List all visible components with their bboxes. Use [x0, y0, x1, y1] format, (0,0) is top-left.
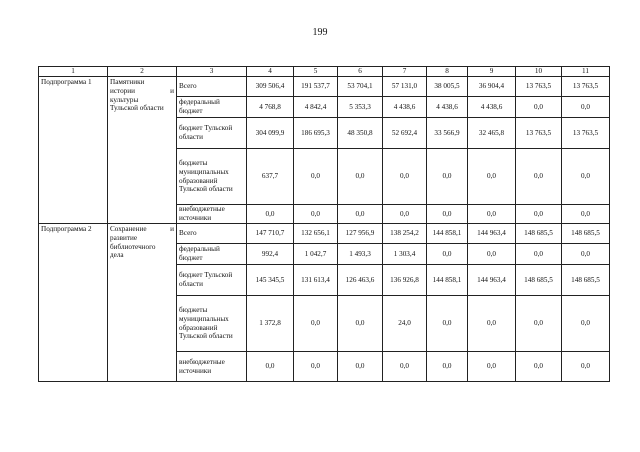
- amount-cell: 0,0: [294, 296, 338, 352]
- amount-cell: 0,0: [468, 352, 516, 382]
- amount-cell: 0,0: [516, 205, 562, 224]
- amount-cell: 0,0: [516, 149, 562, 205]
- subprogram-name-word: Сохранение: [110, 225, 147, 233]
- amount-cell: 0,0: [427, 149, 468, 205]
- amount-cell: 33 566,9: [427, 118, 468, 149]
- amount-cell: 144 963,4: [468, 224, 516, 244]
- amount-cell: 1 372,8: [247, 296, 294, 352]
- subprogram-name-word: истории: [110, 86, 135, 95]
- amount-cell: 0,0: [294, 352, 338, 382]
- column-header: 3: [177, 67, 247, 77]
- funding-source: внебюджетные источники: [177, 352, 247, 382]
- column-header: 11: [562, 67, 610, 77]
- column-header: 10: [516, 67, 562, 77]
- amount-cell: 0,0: [247, 205, 294, 224]
- amount-cell: 0,0: [468, 244, 516, 265]
- amount-cell: 38 005,5: [427, 77, 468, 97]
- amount-cell: 0,0: [338, 352, 383, 382]
- amount-cell: 304 099,9: [247, 118, 294, 149]
- funding-source: Всего: [177, 77, 247, 97]
- subprogram-name: [108, 77, 177, 224]
- column-header: 5: [294, 67, 338, 77]
- amount-cell: 53 704,1: [338, 77, 383, 97]
- funding-source: бюджеты муниципальных образований Тульской области: [177, 296, 247, 352]
- amount-cell: 5 353,3: [338, 97, 383, 118]
- amount-cell: 138 254,2: [383, 224, 427, 244]
- amount-cell: 0,0: [562, 97, 610, 118]
- amount-cell: 32 465,8: [468, 118, 516, 149]
- subprogram-name-line: библиотечного: [110, 242, 156, 251]
- budget-table: [38, 66, 610, 382]
- amount-cell: 144 858,1: [427, 265, 468, 296]
- column-header: 1: [39, 67, 108, 77]
- amount-cell: 4 438,6: [427, 97, 468, 118]
- amount-cell: 147 710,7: [247, 224, 294, 244]
- amount-cell: 0,0: [516, 352, 562, 382]
- subprogram-name-and: и: [170, 86, 174, 95]
- amount-cell: 13 763,5: [562, 118, 610, 149]
- amount-cell: 13 763,5: [516, 77, 562, 97]
- column-header: 7: [383, 67, 427, 77]
- amount-cell: 144 963,4: [468, 265, 516, 296]
- subprogram-name-line: Тульской области: [110, 104, 164, 113]
- amount-cell: 131 613,4: [294, 265, 338, 296]
- column-header: 6: [338, 67, 383, 77]
- amount-cell: 126 463,6: [338, 265, 383, 296]
- subprogram-name-line: Памятники: [110, 78, 145, 86]
- amount-cell: 0,0: [427, 296, 468, 352]
- amount-cell: 0,0: [338, 296, 383, 352]
- amount-cell: 0,0: [516, 97, 562, 118]
- amount-cell: 0,0: [516, 244, 562, 265]
- amount-cell: 0,0: [562, 205, 610, 224]
- table-body: [39, 67, 610, 382]
- amount-cell: 0,0: [427, 205, 468, 224]
- page-number: 199: [312, 27, 328, 38]
- column-number-row: [39, 67, 610, 77]
- amount-cell: 13 763,5: [562, 77, 610, 97]
- amount-cell: 148 685,5: [516, 265, 562, 296]
- funding-source: федеральный бюджет: [177, 97, 247, 118]
- amount-cell: 0,0: [294, 149, 338, 205]
- subprogram-name-text: [110, 225, 174, 260]
- funding-source: федеральный бюджет: [177, 244, 247, 265]
- amount-cell: 992,4: [247, 244, 294, 265]
- subprogram-label: Подпрограмма 1: [39, 77, 108, 224]
- subprogram-name-line: развитие: [110, 233, 138, 242]
- amount-cell: 1 303,4: [383, 244, 427, 265]
- subprogram-label: Подпрограмма 2: [39, 224, 108, 382]
- amount-cell: 0,0: [247, 352, 294, 382]
- amount-cell: 0,0: [562, 244, 610, 265]
- amount-cell: 48 350,8: [338, 118, 383, 149]
- column-header: 4: [247, 67, 294, 77]
- amount-cell: 4 842,4: [294, 97, 338, 118]
- funding-source: бюджеты муниципальных образований Тульской области: [177, 149, 247, 205]
- amount-cell: 186 695,3: [294, 118, 338, 149]
- amount-cell: 0,0: [468, 296, 516, 352]
- subprogram-name-line: дела: [110, 251, 124, 260]
- amount-cell: 148 685,5: [516, 224, 562, 244]
- amount-cell: 0,0: [468, 149, 516, 205]
- subprogram-name-line: [110, 225, 174, 234]
- subprogram-name: [108, 224, 177, 382]
- amount-cell: 57 131,0: [383, 77, 427, 97]
- amount-cell: 0,0: [562, 296, 610, 352]
- amount-cell: 24,0: [383, 296, 427, 352]
- amount-cell: 0,0: [427, 352, 468, 382]
- subprogram-name-text: [110, 78, 174, 113]
- amount-cell: 1 493,3: [338, 244, 383, 265]
- amount-cell: 1 042,7: [294, 244, 338, 265]
- amount-cell: 0,0: [338, 205, 383, 224]
- subprogram-name-line: культуры: [110, 95, 139, 104]
- amount-cell: 0,0: [383, 149, 427, 205]
- amount-cell: 0,0: [294, 205, 338, 224]
- table-row: [39, 77, 610, 97]
- subprogram-name-and: и: [170, 225, 174, 233]
- amount-cell: 145 345,5: [247, 265, 294, 296]
- amount-cell: 0,0: [516, 296, 562, 352]
- column-header: 9: [468, 67, 516, 77]
- amount-cell: 0,0: [468, 205, 516, 224]
- amount-cell: 4 438,6: [468, 97, 516, 118]
- amount-cell: 127 956,9: [338, 224, 383, 244]
- amount-cell: 0,0: [562, 352, 610, 382]
- amount-cell: 144 858,1: [427, 224, 468, 244]
- amount-cell: 4 768,8: [247, 97, 294, 118]
- column-header: 8: [427, 67, 468, 77]
- amount-cell: 13 763,5: [516, 118, 562, 149]
- amount-cell: 0,0: [562, 149, 610, 205]
- amount-cell: 0,0: [427, 244, 468, 265]
- funding-source: внебюджетные источники: [177, 205, 247, 224]
- amount-cell: 309 506,4: [247, 77, 294, 97]
- funding-source: бюджет Тульской области: [177, 265, 247, 296]
- amount-cell: 148 685,5: [562, 265, 610, 296]
- amount-cell: 132 656,1: [294, 224, 338, 244]
- amount-cell: 0,0: [338, 149, 383, 205]
- amount-cell: 0,0: [383, 205, 427, 224]
- amount-cell: 637,7: [247, 149, 294, 205]
- amount-cell: 148 685,5: [562, 224, 610, 244]
- column-header: 2: [108, 67, 177, 77]
- amount-cell: 191 537,7: [294, 77, 338, 97]
- amount-cell: 0,0: [383, 352, 427, 382]
- funding-source: Всего: [177, 224, 247, 244]
- amount-cell: 52 692,4: [383, 118, 427, 149]
- subprogram-name-line: [110, 87, 174, 96]
- funding-source: бюджет Тульской области: [177, 118, 247, 149]
- table-row: [39, 224, 610, 244]
- amount-cell: 4 438,6: [383, 97, 427, 118]
- amount-cell: 36 904,4: [468, 77, 516, 97]
- amount-cell: 136 926,8: [383, 265, 427, 296]
